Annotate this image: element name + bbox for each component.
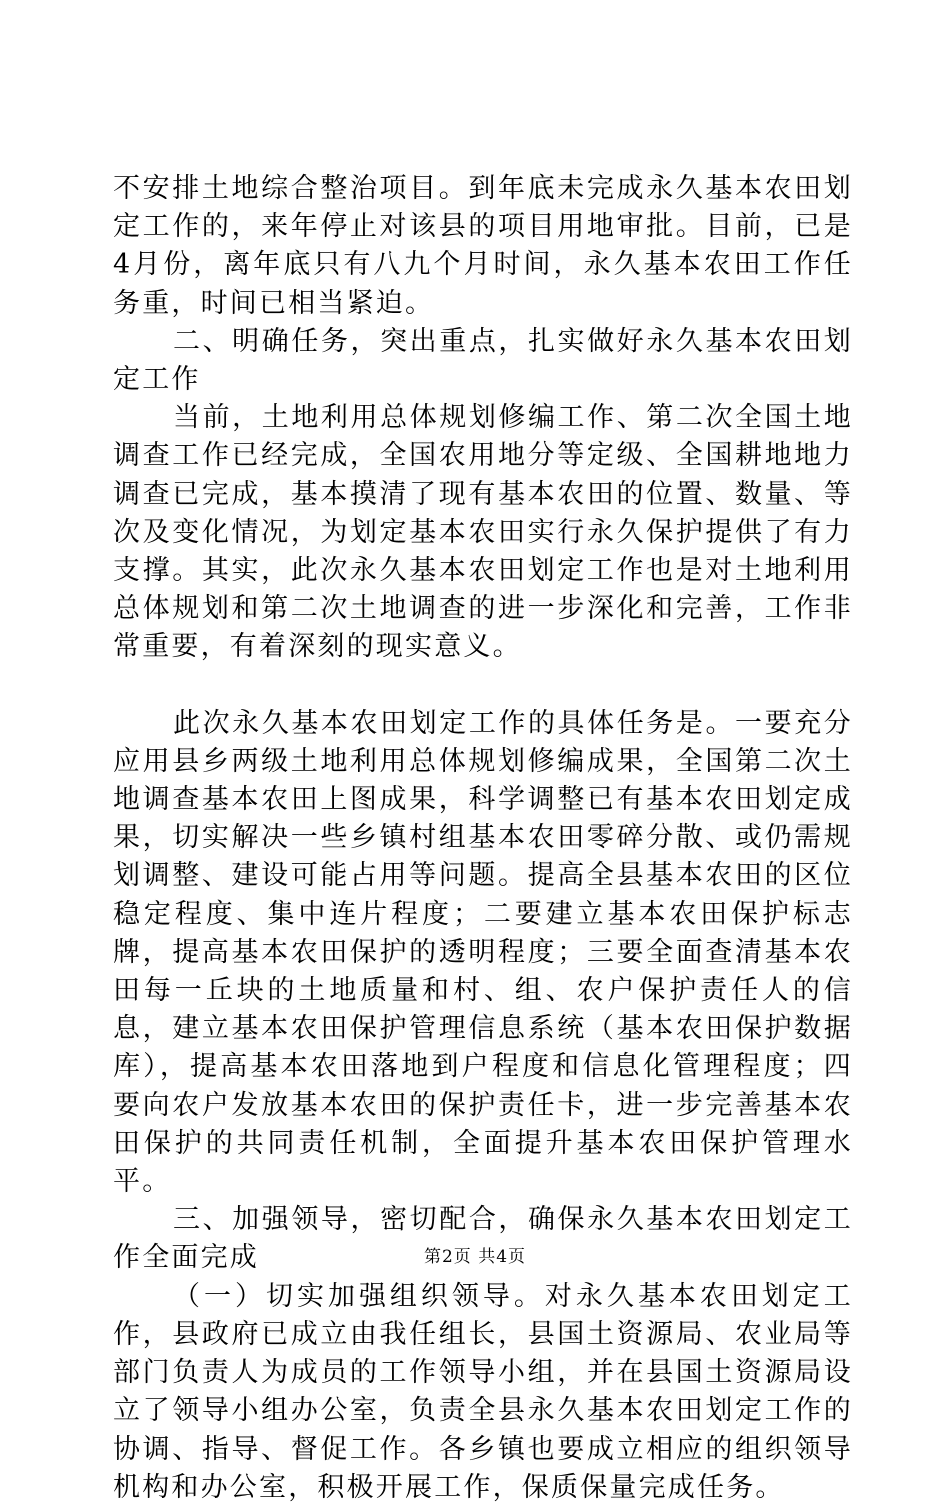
section-heading-3: 三、加强领导，密切配合，确保永久基本农田划定工作全面完成	[113, 1204, 853, 1274]
page-number-footer: 第2页 共4页	[423, 1247, 527, 1267]
paragraph-continuation: 不安排土地综合整治项目。到年底未完成永久基本农田划定工作的，来年停止对该县的项目用地审批。目前，已是4月份，离年底只有八九个月时间，永久基本农田工作任务重，时间已相当紧迫。	[113, 173, 853, 319]
section-heading-2: 二、明确任务，突出重点，扎实做好永久基本农田划定工作	[113, 325, 853, 396]
paragraph-organization-leadership: （一）切实加强组织领导。对永久基本农田划定工作，县政府已成立由我任组长，县国土资源局、农业局等部门负责人为成员的工作领导小组，并在县国土资源局设立了领导小组办公室，负责全县永久基本农田划定工作的协调、指导、督促工作。各乡镇也要成立相应的组织领导机构和办公室，积极开展工作，保质保量完成任务。	[113, 1280, 853, 1503]
paragraph-specific-tasks: 此次永久基本农田划定工作的具体任务是。一要充分应用县乡两级土地利用总体规划修编成果，全国第二次土地调查基本农田上图成果，科学调整已有基本农田划定成果，切实解决一些乡镇村组基本农田零碎分散、或仍需规划调整、建设可能占用等问题。提高全县基本农田的区位稳定程度、集中连片程度；二要建立基本农田保护标志牌，提高基本农田保护的透明程度；三要全面查清基本农田每一丘块的土地质量和村、组、农户保护责任人的信息，建立基本农田保护管理信息系统（基本农田保护数据库），提高基本农田落地到户程度和信息化管理程度；四要向农户发放基本农田的保护责任卡，进一步完善基本农田保护的共同责任机制，全面提升基本农田保护管理水平。	[113, 707, 853, 1198]
document-body	[113, 170, 853, 1507]
paragraph-current-status: 当前，土地利用总体规划修编工作、第二次全国土地调查工作已经完成，全国农用地分等定级、全国耕地地力调查已完成，基本摸清了现有基本农田的位置、数量、等次及变化情况，为划定基本农田实行永久保护提供了有力支撑。其实，此次永久基本农田划定工作也是对土地利用总体规划和第二次土地调查的进一步深化和完善，工作非常重要，有着深刻的现实意义。	[113, 402, 853, 663]
